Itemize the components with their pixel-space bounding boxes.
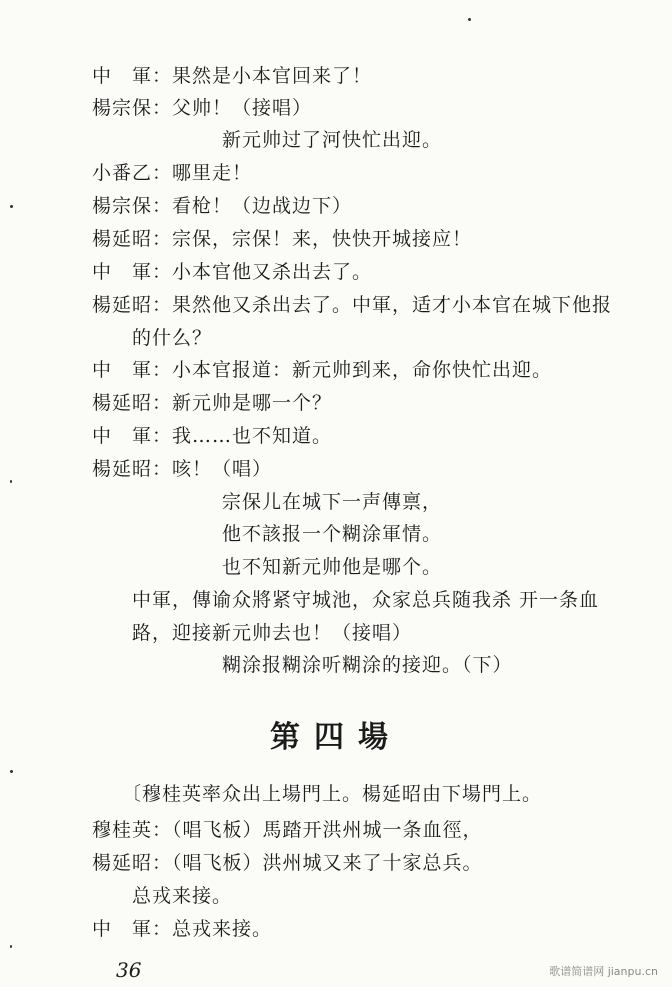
sung-line: 他不該报一个糊涂軍情。 xyxy=(222,523,443,545)
dialogue-line: 楊延昭：新元帅是哪一个？ xyxy=(92,392,333,414)
stage-direction: 〔穆桂英率众出上場門上。楊延昭由下場門上。 xyxy=(122,783,543,805)
dialogue-line: 中 軍：果然是小本官回来了！ xyxy=(92,65,373,87)
dialogue-line: 小番乙：哪里走！ xyxy=(92,162,253,184)
dialogue-line: 楊延昭：（唱飞板）洪州城又来了十家总兵。 xyxy=(92,852,483,874)
dialogue-line: 楊宗保：看枪！（边战边下） xyxy=(92,195,353,217)
scan-speck xyxy=(10,770,13,773)
dialogue-continuation: 中軍，傳谕众將紧守城池，众家总兵随我杀 开一条血 xyxy=(132,589,600,611)
dialogue-line: 楊宗保：父帅！（接唱） xyxy=(92,97,313,119)
dialogue-line: 中 軍：总戎来接。 xyxy=(92,918,273,940)
watermark: 歌谱简谱网 jianpu.cn xyxy=(549,965,658,978)
dialogue-line: 中 軍：小本官报道：新元帅到来，命你快忙出迎。 xyxy=(92,359,553,381)
dialogue-line: 楊延昭：咳！（唱） xyxy=(92,458,273,480)
scan-speck xyxy=(10,945,12,948)
dialogue-continuation: 总戎来接。 xyxy=(132,885,233,907)
sung-line: 新元帅过了河快忙出迎。 xyxy=(222,129,443,151)
sung-line: 也不知新元帅他是哪个。 xyxy=(222,556,443,578)
scan-speck xyxy=(468,18,471,21)
scene-heading: 第四場 xyxy=(270,720,402,755)
dialogue-line: 楊延昭：果然他又杀出去了。中軍，适才小本官在城下他报 xyxy=(92,294,613,316)
scan-speck xyxy=(10,205,13,208)
dialogue-line: 中 軍：小本官他又杀出去了。 xyxy=(92,261,373,283)
scan-speck xyxy=(10,480,12,483)
dialogue-continuation: 路，迎接新元帅去也！（接唱） xyxy=(132,622,413,644)
page-number: 36 xyxy=(116,958,142,982)
sung-line: 糊涂报糊涂听糊涂的接迎。（下） xyxy=(222,654,513,676)
dialogue-line: 楊延昭：宗保，宗保！来，快快开城接应！ xyxy=(92,228,473,250)
dialogue-line: 中 軍：我……也不知道。 xyxy=(92,425,333,447)
sung-line: 宗保儿在城下一声傳禀， xyxy=(222,491,443,513)
dialogue-line: 穆桂英：（唱飞板）馬踏开洪州城一条血徑， xyxy=(92,819,483,841)
dialogue-continuation: 的什么？ xyxy=(132,327,213,349)
